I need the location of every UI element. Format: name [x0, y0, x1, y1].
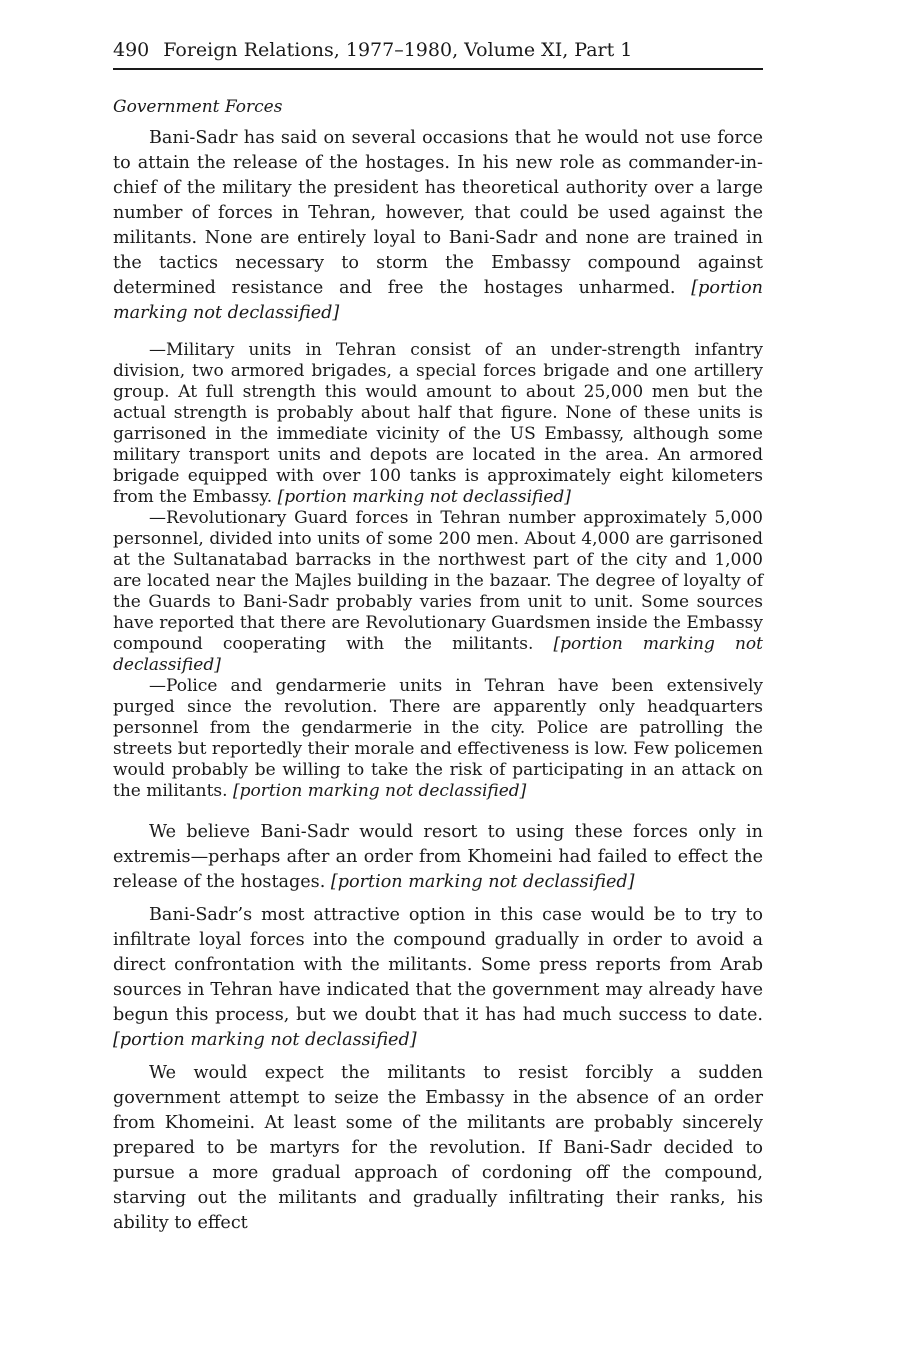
- portion-marking: [portion marking not declassified]: [113, 278, 763, 323]
- list-item-police: [113, 676, 763, 802]
- list-item-text: —Revolutionary Guard forces in Tehran number approximately 5,000 personnel, divided into units of some 200 men. About 4,000 are garrisoned at the Sultanatabad barracks in the northwest part of the city and 1,000 are located near the Majles building in the bazaar. The degree of loyalty of the Guards to Bani-Sadr probably varies from unit to unit. Some sources have reported that there are Revolutionary Guardsmen inside the Embassy compound cooperating with the militants.: [113, 508, 763, 654]
- body-paragraph: [113, 1061, 763, 1236]
- document-page: [113, 38, 763, 1244]
- body-paragraph: [113, 820, 763, 895]
- list-item-revolutionary-guard: [113, 508, 763, 676]
- portion-marking: [portion marking not declassified]: [330, 872, 635, 892]
- paragraph-text: Bani-Sadr has said on several occasions that he would not use force to attain the release of the hostages. In his new role as commander-in-chief of the military the president has theoretical authority over a large number of forces in Tehran, however, that could be used against the militants. None are entirely loyal to Bani-Sadr and none are trained in the tactics necessary to storm the Embassy compound against determined resistance and free the hostages unharmed.: [113, 128, 763, 298]
- paragraph-text: Bani-Sadr’s most attractive option in this case would be to try to infiltrate loyal forces into the compound gradually in order to avoid a direct confrontation with the militants. Some press reports from Arab sources in Tehran have indicated that the government may already have begun this process, but we doubt that it has had much success to date.: [113, 905, 763, 1025]
- paragraph-text: We would expect the militants to resist forcibly a sudden government attempt to seize the Embassy in the absence of an order from Khomeini. At least some of the militants are probably sincerely prepared to be martyrs for the revolution. If Bani-Sadr decided to pursue a more gradual approach of cordoning off the compound, starving out the militants and gradually infiltrating their ranks, his ability to effect: [113, 1063, 763, 1233]
- body-paragraph: [113, 126, 763, 326]
- section-heading: Government Forces: [113, 97, 283, 117]
- body-paragraph: [113, 903, 763, 1053]
- portion-marking: [portion marking not declassified]: [277, 487, 571, 507]
- list-item-military: [113, 340, 763, 508]
- list-item-text: —Police and gendarmerie units in Tehran have been extensively purged since the revolution. There are apparently only headquarters personnel from the gendarmerie in the city. Police are patrolling the streets but reportedly their morale and effectiveness is low. Few policemen would probably be willing to take the risk of participating in an attack on the militants.: [113, 676, 763, 801]
- page-number: 490: [113, 39, 150, 61]
- list-item-text: —Military units in Tehran consist of an under-strength infantry division, two armored brigades, a special forces brigade and one artillery group. At full strength this would amount to about 25,000 men but the actual strength is probably about half that figure. None of these units is garrisoned in the immediate vicinity of the US Embassy, although some military transport units and depots are located in the area. An armored brigade equipped with over 100 tanks is approximately eight kilometers from the Embassy.: [113, 340, 763, 507]
- running-header: [113, 38, 763, 70]
- paragraph-text: We believe Bani-Sadr would resort to using these forces only in extremis—perhaps after an order from Khomeini had failed to effect the release of the hostages.: [113, 822, 763, 892]
- forces-list: [113, 340, 763, 802]
- portion-marking: [portion marking not declassified]: [113, 1030, 417, 1050]
- running-title: Foreign Relations, 1977–1980, Volume XI, Part 1: [163, 39, 633, 61]
- portion-marking: [portion marking not declassified]: [113, 634, 763, 675]
- portion-marking: [portion marking not declassified]: [232, 781, 527, 801]
